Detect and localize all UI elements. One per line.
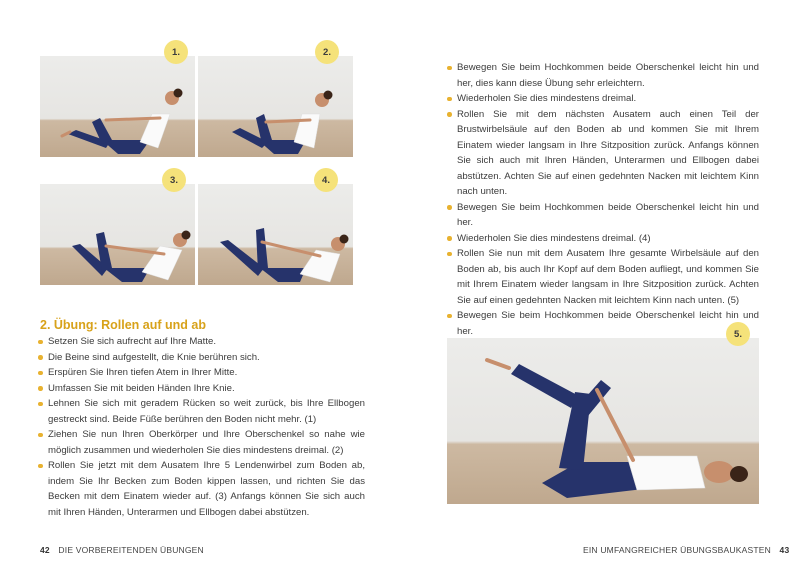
list-item: Die Beine sind aufgestellt, die Knie berühren sich. bbox=[38, 350, 365, 366]
right-instruction-list bbox=[447, 60, 759, 355]
list-item: Bewegen Sie beim Hochkommen beide Oberschenkel leicht hin und her. bbox=[447, 200, 759, 231]
exercise-photo-2 bbox=[198, 46, 353, 157]
left-instruction-list bbox=[38, 334, 365, 520]
list-item: Rollen Sie jetzt mit dem Ausatem Ihre 5 Lendenwirbel zum Boden ab, indem Sie Ihr Becken zum Boden kippen lassen, und richten Sie das Becken mit dem Einatem wieder auf. (3) Anfangs können Sie sich auch mit Ihren Händen, Unterarmen und Ellbogen dabei abstützen. bbox=[38, 458, 365, 520]
list-item: Bewegen Sie beim Hochkommen beide Oberschenkel leicht hin und her. bbox=[447, 308, 759, 339]
figure-illustration-3 bbox=[40, 184, 195, 285]
figure-illustration-1 bbox=[40, 56, 195, 157]
exercise-photo-3 bbox=[40, 174, 195, 285]
list-item: Rollen Sie nun mit dem Ausatem Ihre gesamte Wirbelsäule auf den Boden ab, bis auch Ihr Kopf auf dem Boden aufliegt, und kommen Sie mit Ihrem Einatem wieder langsam in Ihre Sitzposition zurück. Achten Sie auf einen gedehnten Nacken mit leichtem Kinn nach unten. (5) bbox=[447, 246, 759, 308]
figure-badge-1: 1. bbox=[164, 40, 188, 64]
left-footer bbox=[40, 545, 204, 555]
list-item: Lehnen Sie sich mit geradem Rücken so weit zurück, bis Ihre Ellbogen gestreckt sind. Beide Füße berühren den Boden nicht mehr. (1) bbox=[38, 396, 365, 427]
exercise-photo-4 bbox=[198, 174, 353, 285]
exercise-heading: 2. Übung: Rollen auf und ab bbox=[40, 318, 206, 332]
list-item: Rollen Sie mit dem nächsten Ausatem auch einen Teil der Brustwirbelsäule auf den Boden ab und kommen Sie mit Ihrem Einatem wieder langsam in Ihre Sitzposition zurück. Anfangs können Sie sich auch mit Ihren Händen, Unterarmen und Ellbogen dabei abstützen. Achten Sie auf einen gedehnten Nacken mit leichtem Kinn nach unten. bbox=[447, 107, 759, 200]
figure-illustration-5 bbox=[447, 338, 759, 504]
section-title-left: DIE VORBEREITENDEN ÜBUNGEN bbox=[58, 545, 204, 555]
list-item: Erspüren Sie Ihren tiefen Atem in Ihrer Mitte. bbox=[38, 365, 365, 381]
list-item: Wiederholen Sie dies mindestens dreimal. (4) bbox=[447, 231, 759, 247]
list-item: Setzen Sie sich aufrecht auf Ihre Matte. bbox=[38, 334, 365, 350]
figure-badge-2: 2. bbox=[315, 40, 339, 64]
section-title-right: EIN UMFANGREICHER ÜBUNGSBAUKASTEN bbox=[583, 545, 771, 555]
page-number-right: 43 bbox=[779, 545, 790, 555]
exercise-photo-5 bbox=[447, 328, 759, 504]
figure-badge-4: 4. bbox=[314, 168, 338, 192]
figure-badge-3: 3. bbox=[162, 168, 186, 192]
page-number-left: 42 bbox=[40, 545, 50, 555]
exercise-photo-1 bbox=[40, 46, 195, 157]
figure-illustration-2 bbox=[198, 56, 353, 157]
right-footer bbox=[583, 545, 789, 555]
figure-illustration-4 bbox=[198, 184, 353, 285]
right-page bbox=[400, 0, 800, 585]
figure-badge-5: 5. bbox=[726, 322, 750, 346]
list-item: Umfassen Sie mit beiden Händen Ihre Knie. bbox=[38, 381, 365, 397]
list-item: Ziehen Sie nun Ihren Oberkörper und Ihre Oberschenkel so nahe wie möglich zusammen und wiederholen Sie dies mindestens dreimal. (2) bbox=[38, 427, 365, 458]
list-item: Wiederholen Sie dies mindestens dreimal. bbox=[447, 91, 759, 107]
list-item: Bewegen Sie beim Hochkommen beide Oberschenkel leicht hin und her, dies kann diese Übung sehr erleichtern. bbox=[447, 60, 759, 91]
